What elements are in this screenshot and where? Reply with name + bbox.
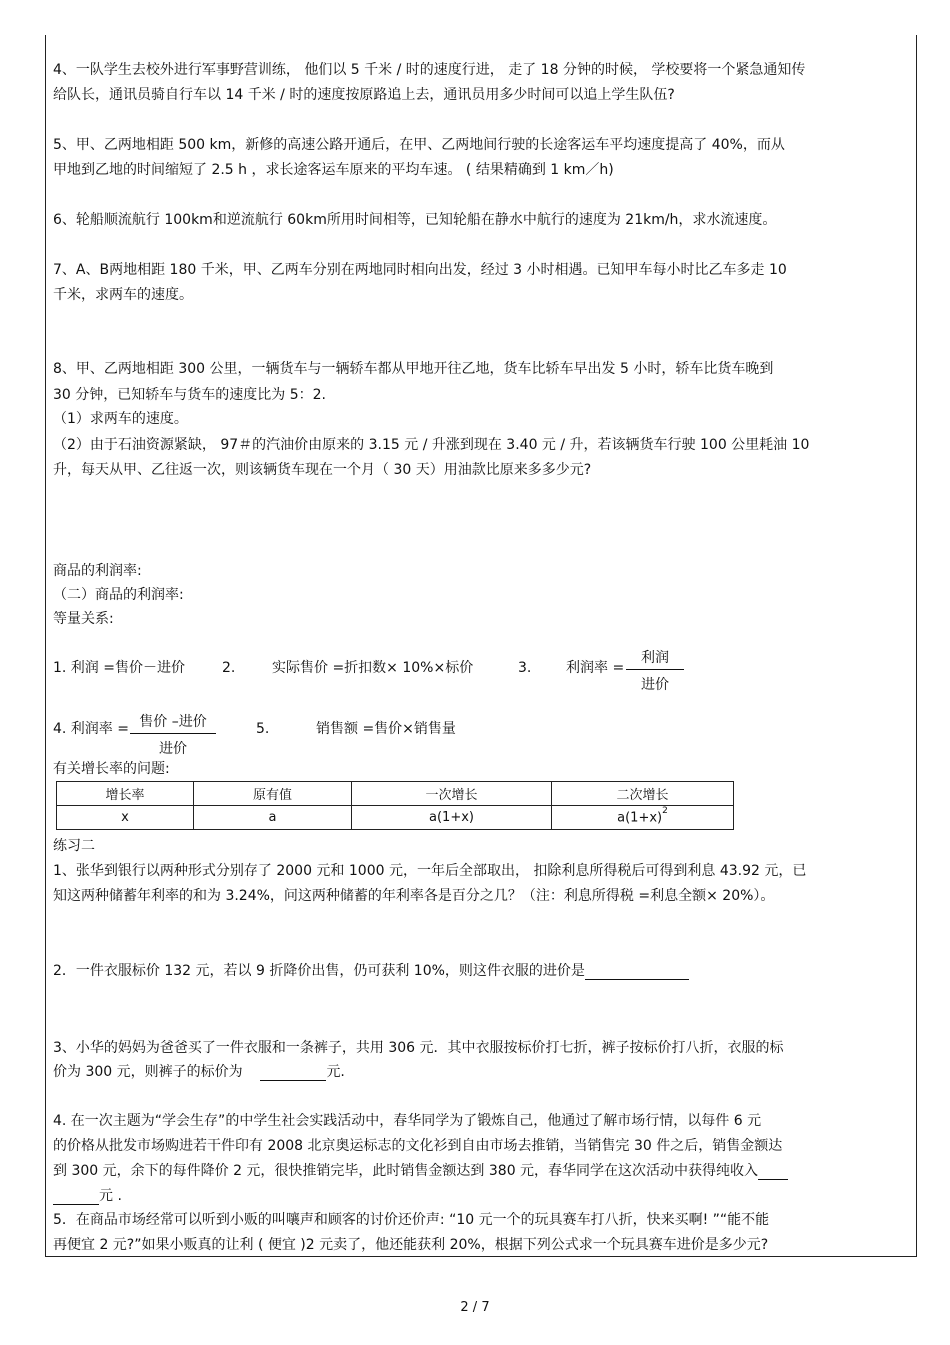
- growth-table-header: [57, 782, 734, 806]
- problem-5-line-1: 5、甲、乙两地相距 500 km，新修的高速公路开通后，在甲、乙两地间行驶的长途客运车平均速度提高了 40%，而从: [53, 137, 785, 153]
- formula-1: 1. 利润 =售价－进价: [53, 660, 185, 676]
- formula-5: 销售额 =售价×销售量: [316, 721, 456, 737]
- growth-cell-second: [552, 806, 734, 830]
- practice-2-q2-text: 2．一件衣服标价 132 元，若以 9 折降价出售，仍可获利 10%，则这件衣服的进价是: [53, 963, 585, 979]
- problem-8-sub-1: （1）求两车的速度。: [53, 411, 188, 427]
- practice-2-q4-line-2: 的价格从批发市场购进若干件印有 2008 北京奥运标志的文化衫到自由市场去推销，当销售完 30 件之后，销售金额达: [53, 1138, 783, 1154]
- problem-8-line-1: 8、甲、乙两地相距 300 公里，一辆货车与一辆轿车都从甲地开往乙地，货车比轿车早出发 5 小时，轿车比货车晚到: [53, 361, 774, 377]
- formula-3-number: 3.: [518, 660, 532, 676]
- profit-heading: 商品的利润率:: [53, 563, 142, 579]
- growth-cell-second-base: a(1+x): [617, 810, 663, 826]
- practice-2-q4-line-3: [53, 1163, 788, 1180]
- growth-cell-second-exponent: 2: [662, 806, 668, 817]
- formula-4-numerator: 售价 –进价: [130, 711, 216, 734]
- problem-4-line-1: 4、一队学生去校外进行军事野营训练， 他们以 5 千米 / 时的速度行进， 走了 18 分钟的时候， 学校要将一个紧急通知传: [53, 62, 806, 78]
- formula-4-label: 4. 利润率 =: [53, 721, 129, 737]
- page-number: 2 / 7: [460, 1300, 490, 1315]
- practice-2-q2: [53, 963, 689, 980]
- answer-blank[interactable]: [53, 1189, 99, 1205]
- formula-2: 实际售价 =折扣数× 10%×标价: [272, 660, 474, 676]
- practice-2-q1-line-2: 知这两种储蓄年利率的和为 3.24%，问这两种储蓄的年利率各是百分之几？（注：利息所得税 =利息全额× 20%）。: [53, 888, 775, 904]
- problem-7-line-1: 7、A、B两地相距 180 千米，甲、乙两车分别在两地同时相向出发，经过 3 小时相遇。已知甲车每小时比乙车多走 10: [53, 262, 787, 278]
- formula-5-number: 5.: [256, 721, 270, 737]
- growth-header-original: 原有值: [194, 782, 352, 806]
- problem-5-line-2: 甲地到乙地的时间缩短了 2.5 h ，求长途客运车原来的平均车速。 ( 结果精确到 1 km／h): [53, 162, 614, 178]
- growth-heading: 有关增长率的问题:: [53, 761, 170, 777]
- practice-2-q3-unit: 元.: [326, 1064, 345, 1080]
- formula-3-numerator: 利润: [626, 647, 684, 670]
- growth-table: [56, 781, 734, 830]
- growth-table-row: [57, 806, 734, 830]
- answer-blank[interactable]: [758, 1164, 788, 1180]
- growth-header-rate: 增长率: [57, 782, 194, 806]
- practice-2-q5-line-2: 再便宜 2 元?”如果小贩真的让利 ( 便宜 )2 元卖了，他还能获利 20%，根据下列公式求一个玩具赛车进价是多少元?: [53, 1237, 769, 1253]
- formula-4-fraction: [130, 711, 216, 758]
- practice-2-q3-text: 价为 300 元，则裤子的标价为: [53, 1064, 243, 1080]
- growth-header-second: 二次增长: [552, 782, 734, 806]
- practice-2-q4-text: 到 300 元，余下的每件降价 2 元，很快推销完毕，此时销售金额达到 380 元，春华同学在这次活动中获得纯收入: [53, 1163, 759, 1179]
- practice-2-q1-line-1: 1、张华到银行以两种形式分别存了 2000 元和 1000 元，一年后全部取出， 扣除利息所得税后可得到利息 43.92 元，已: [53, 863, 807, 879]
- problem-8-sub-2-line-1: （2）由于石油资源紧缺， 97＃的汽油价由原来的 3.15 元 / 升涨到现在 3.40 元 / 升，若该辆货车行驶 100 公里耗油 10: [53, 437, 810, 453]
- profit-subheading: （二）商品的利润率:: [53, 587, 184, 603]
- problem-6-line-1: 6、轮船顺流航行 100km和逆流航行 60km所用时间相等，已知轮船在静水中航行的速度为 21km/h，求水流速度。: [53, 212, 777, 228]
- formula-4-denominator: 进价: [159, 741, 187, 757]
- problem-4-line-2: 给队长，通讯员骑自行车以 14 千米 / 时的速度按原路追上去，通讯员用多少时间可以追上学生队伍?: [53, 87, 675, 103]
- practice-2-q4-unit: 元 .: [99, 1188, 122, 1204]
- formula-3-denominator: 进价: [641, 677, 669, 693]
- practice-2-q5-line-1: 5．在商品市场经常可以听到小贩的叫嚷声和顾客的讨价还价声: “10 元一个的玩具赛车打八折，快来买啊! ”“能不能: [53, 1212, 770, 1228]
- answer-blank[interactable]: [260, 1065, 326, 1081]
- problem-8-line-2: 30 分钟，已知轿车与货车的速度比为 5：2.: [53, 387, 326, 403]
- formula-3-label: 利润率 =: [566, 660, 625, 676]
- growth-cell-rate: x: [57, 806, 194, 830]
- practice-2-q3-line-2: [53, 1064, 345, 1081]
- problem-8-sub-2-line-2: 升，每天从甲、乙往返一次，则该辆货车现在一个月（ 30 天）用油款比原来多多少元?: [53, 462, 592, 478]
- formula-2-number: 2.: [222, 660, 236, 676]
- growth-header-first: 一次增长: [352, 782, 552, 806]
- answer-blank[interactable]: [585, 964, 689, 980]
- growth-cell-original: a: [194, 806, 352, 830]
- problem-7-line-2: 千米，求两车的速度。: [53, 287, 193, 303]
- practice-2-q4-line-1: 4. 在一次主题为“学会生存”的中学生社会实践活动中，春华同学为了锻炼自己，他通过了解市场行情，以每件 6 元: [53, 1113, 762, 1129]
- growth-cell-first: a(1+x): [352, 806, 552, 830]
- formula-3-fraction: [626, 647, 684, 694]
- equivalence-heading: 等量关系:: [53, 611, 114, 627]
- practice-2-title: 练习二: [53, 838, 95, 854]
- practice-2-q4-line-4: [53, 1188, 122, 1205]
- practice-2-q3-line-1: 3、小华的妈妈为爸爸买了一件衣服和一条裤子，共用 306 元．其中衣服按标价打七折，裤子按标价打八折，衣服的标: [53, 1040, 784, 1056]
